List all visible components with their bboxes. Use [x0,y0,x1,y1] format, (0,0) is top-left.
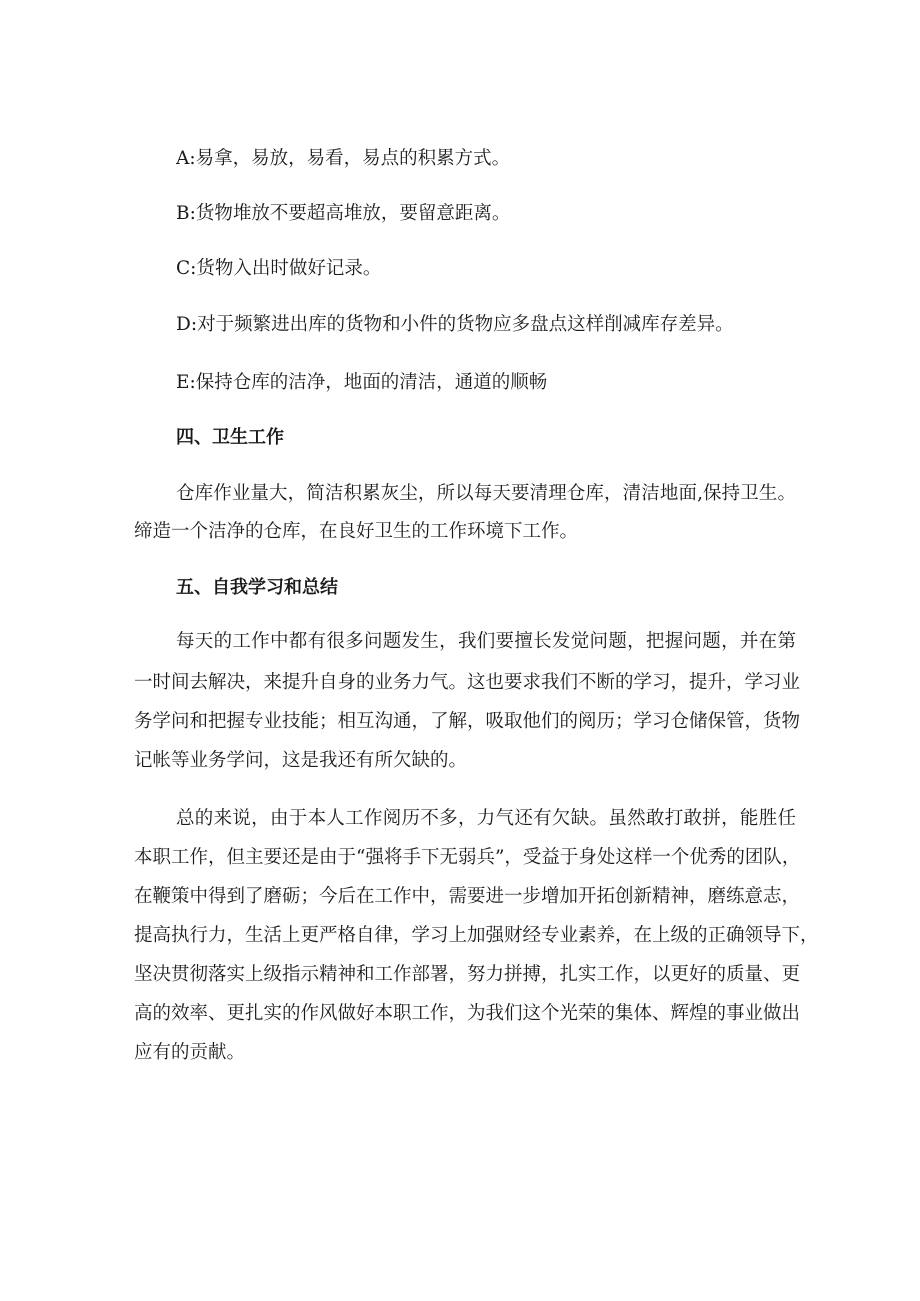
section-5-para2-line: 在鞭策中得到了磨砺；今后在工作中，需要进一步增加开拓创新精神，磨练意志， [134,886,801,907]
section-5-heading: 五、自我学习和总结 [176,577,338,598]
section-5-para1-line: 一时间去解决，来提升自身的业务力气。这也要求我们不断的学习，提升，学习业 [134,672,801,693]
list-item-d: D:对于频繁进出库的货物和小件的货物应多盘点这样削减库存差异。 [176,314,734,335]
section-5-para2-line: 总的来说，由于本人工作阅历不多，力气还有欠缺。虽然敢打敢拼，能胜任 [176,808,796,829]
section-5-para2-line: 本职工作，但主要还是由于“强将手下无弱兵”，受益于身处这样一个优秀的团队， [134,847,801,868]
section-4-line: 缔造一个洁净的仓库，在良好卫生的工作环境下工作。 [134,521,579,542]
section-5-para1-line: 记帐等业务学问，这是我还有所欠缺的。 [134,750,468,771]
section-5-para2-line: 提高执行力，生活上更严格自律，学习上加强财经专业素养，在上级的正确领导下， [134,925,819,946]
section-4-heading: 四、卫生工作 [176,427,284,448]
list-item-e: E:保持仓库的洁净，地面的清洁，通道的顺畅 [176,372,548,393]
section-5-para1-line: 务学问和把握专业技能；相互沟通，了解，吸取他们的阅历；学习仓储保管，货物 [134,711,801,732]
list-item-c: C:货物入出时做好记录。 [176,258,382,279]
section-5-para2-line: 应有的贡献。 [134,1042,246,1063]
section-5-para2-line: 坚决贯彻落实上级指示精神和工作部署，努力拼搏，扎实工作，以更好的质量、更 [134,964,801,985]
list-item-b: B:货物堆放不要超高堆放，要留意距离。 [176,203,511,224]
section-4-line: 仓库作业量大，简洁积累灰尘，所以每天要清理仓库，清洁地面,保持卫生。 [176,483,796,504]
list-item-a: A:易拿，易放，易看，易点的积累方式。 [176,148,511,169]
section-5-para1-line: 每天的工作中都有很多问题发生，我们要擅长发觉问题，把握问题，并在第 [176,631,796,652]
section-5-para2-line: 高的效率、更扎实的作风做好本职工作，为我们这个光荣的集体、辉煌的事业做出 [134,1003,801,1024]
